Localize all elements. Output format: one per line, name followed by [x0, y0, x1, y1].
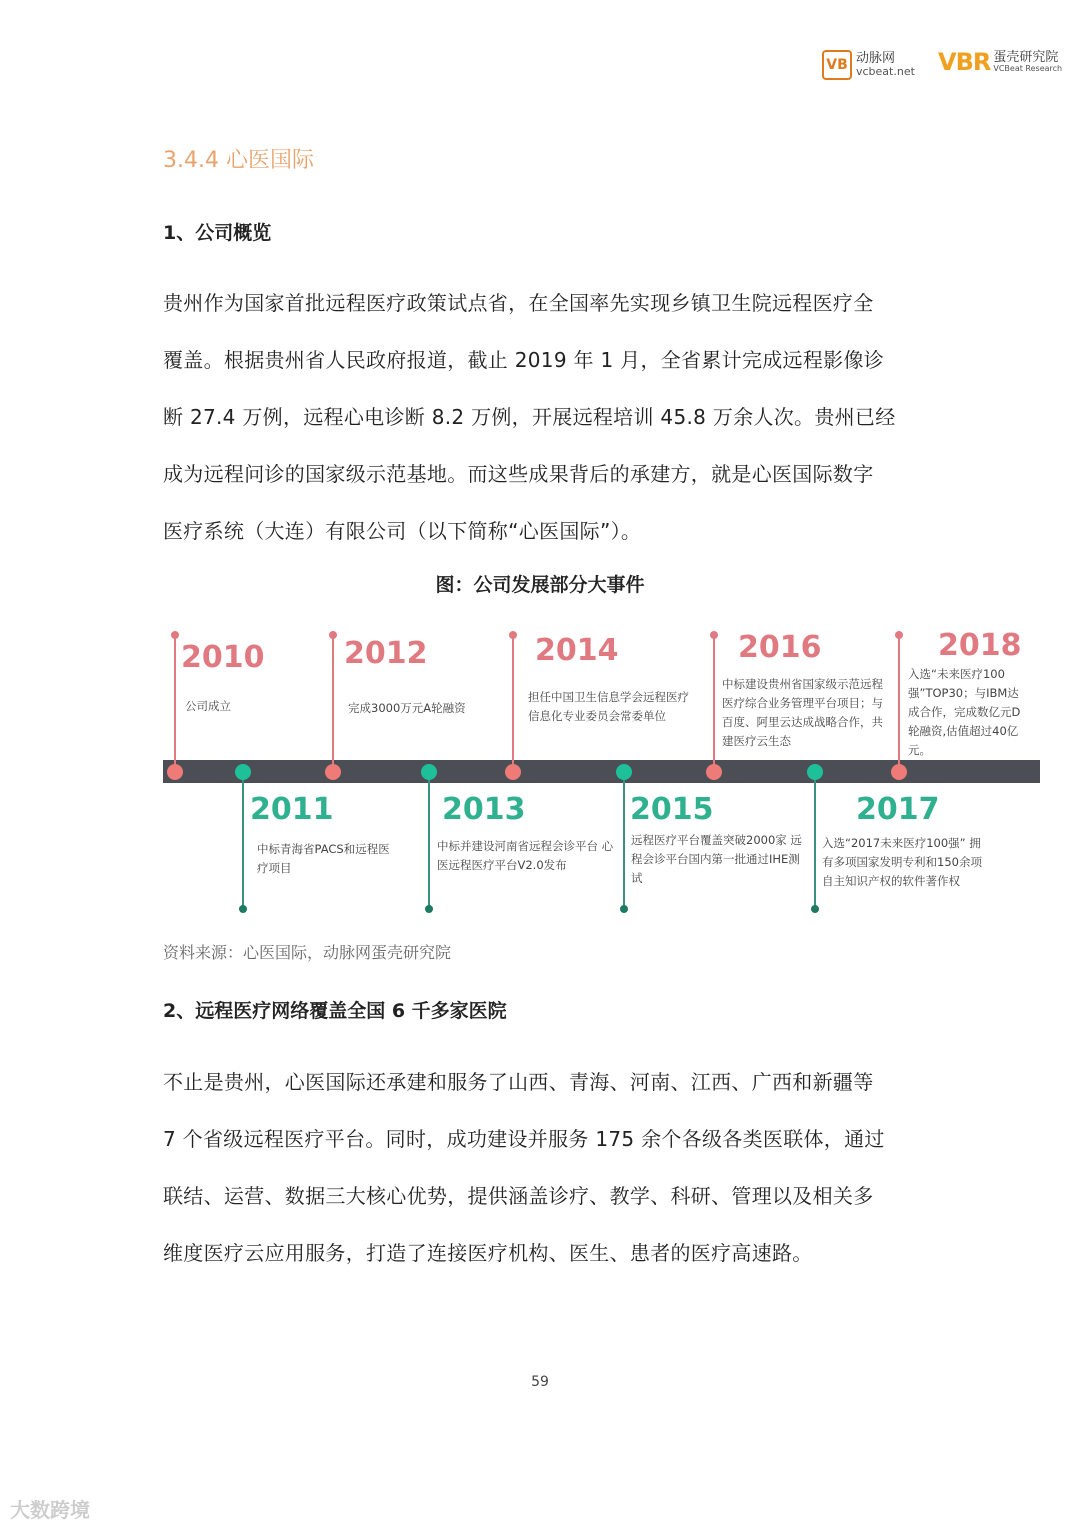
timeline-node [505, 764, 521, 780]
timeline-stem [332, 636, 334, 772]
section-title: 3.4.4 心医国际 [163, 148, 314, 173]
paragraph-line: 覆盖。根据贵州省人民政府报道，截止 2019 年 1 月，全省累计完成远程影像诊 [163, 348, 885, 372]
timeline-node [616, 764, 632, 780]
watermark: 大数跨境 [10, 1498, 90, 1522]
timeline-stem [174, 636, 176, 772]
timeline-year: 2013 [442, 792, 526, 827]
figure-title: 图：公司发展部分大事件 [435, 574, 645, 596]
figure-source: 资料来源：心医国际，动脉网蛋壳研究院 [163, 943, 452, 962]
timeline-event-text: 中标并建设河南省远程会诊平台 心医远程医疗平台V2.0发布 [437, 839, 614, 872]
timeline-end-dot [620, 905, 628, 913]
timeline-year: 2016 [738, 630, 822, 665]
timeline-year: 2010 [181, 640, 265, 675]
timeline-event-text: 公司成立 [185, 699, 231, 713]
timeline-stem [814, 772, 816, 908]
paragraph-line: 医疗系统（大连）有限公司（以下简称“心医国际”）。 [163, 519, 642, 543]
subheading-network: 2、远程医疗网络覆盖全国 6 千多家医院 [163, 1000, 507, 1022]
timeline-end-dot [239, 905, 247, 913]
timeline-end-dot [811, 905, 819, 913]
timeline-year: 2018 [938, 628, 1022, 663]
vcbeat-logo [822, 50, 915, 80]
timeline-event-text: 完成3000万元A轮融资 [348, 701, 466, 715]
paragraph-line: 贵州作为国家首批远程医疗政策试点省，在全国率先实现乡镇卫生院远程医疗全 [163, 291, 874, 315]
paragraph-line: 维度医疗云应用服务，打造了连接医疗机构、医生、患者的医疗高速路。 [163, 1241, 813, 1265]
timeline-end-dot [895, 631, 903, 639]
timeline-stem [512, 636, 514, 772]
timeline-node [807, 764, 823, 780]
logo-name: 蛋壳研究院 [993, 50, 1059, 65]
timeline-node [891, 764, 907, 780]
timeline-end-dot [171, 631, 179, 639]
subheading-overview: 1、公司概览 [163, 222, 272, 244]
timeline-node [706, 764, 722, 780]
logo-name: 动脉网 [856, 51, 896, 66]
timeline-end-dot [509, 631, 517, 639]
timeline-event-text: 远程医疗平台覆盖突破2000家 远程会诊平台国内第一批通过IHE测试 [631, 833, 802, 885]
timeline-year: 2015 [630, 792, 714, 827]
paragraph-line: 不止是贵州，心医国际还承建和服务了山西、青海、河南、江西、广西和新疆等 [163, 1070, 874, 1094]
timeline-stem [623, 772, 625, 908]
timeline-stem [428, 772, 430, 908]
timeline-node [421, 764, 437, 780]
timeline-year: 2012 [344, 636, 428, 671]
timeline-event-text: 中标青海省PACS和远程医疗项目 [257, 842, 390, 875]
timeline-stem [898, 636, 900, 772]
timeline-stem [242, 772, 244, 908]
logo-url: vcbeat.net [856, 65, 915, 78]
timeline-node [235, 764, 251, 780]
paragraph-line: 7 个省级远程医疗平台。同时，成功建设并服务 175 余个各级各类医联体，通过 [163, 1127, 885, 1151]
timeline-year: 2017 [856, 792, 940, 827]
timeline-event-text: 担任中国卫生信息学会远程医疗信息化专业委员会常委单位 [528, 690, 689, 723]
timeline-year: 2011 [250, 792, 334, 827]
timeline-event-text: 中标建设贵州省国家级示范远程医疗综合业务管理平台项目；与百度、阿里云达成战略合作，共建医疗云生态 [722, 677, 883, 748]
vbr-logo [938, 48, 1062, 76]
timeline-node [167, 764, 183, 780]
timeline-year: 2014 [535, 633, 619, 668]
vb-logo-icon: VB [822, 50, 852, 80]
vbr-logo-icon: VBR [938, 48, 991, 76]
page-number: 59 [531, 1374, 549, 1390]
timeline-end-dot [710, 631, 718, 639]
timeline-end-dot [329, 631, 337, 639]
logo-sub: VCBeat Research [993, 64, 1063, 73]
timeline-event-text: 入选“2017未来医疗100强” 拥有多项国家发明专利和150余项自主知识产权的软件著作权 [822, 836, 982, 888]
timeline-bar [163, 760, 1040, 783]
paragraph-line: 成为远程问诊的国家级示范基地。而这些成果背后的承建方，就是心医国际数字 [163, 462, 874, 486]
paragraph-line: 断 27.4 万例，远程心电诊断 8.2 万例，开展远程培训 45.8 万余人次。贵州已经 [163, 405, 896, 429]
timeline-end-dot [425, 905, 433, 913]
timeline-event-text: 入选“未来医疗100强”TOP30；与IBM达成合作，完成数亿元D轮融资,估值超过40亿元。 [908, 667, 1021, 757]
timeline-stem [713, 636, 715, 772]
timeline-node [325, 764, 341, 780]
paragraph-line: 联结、运营、数据三大核心优势，提供涵盖诊疗、教学、科研、管理以及相关多 [163, 1184, 874, 1208]
